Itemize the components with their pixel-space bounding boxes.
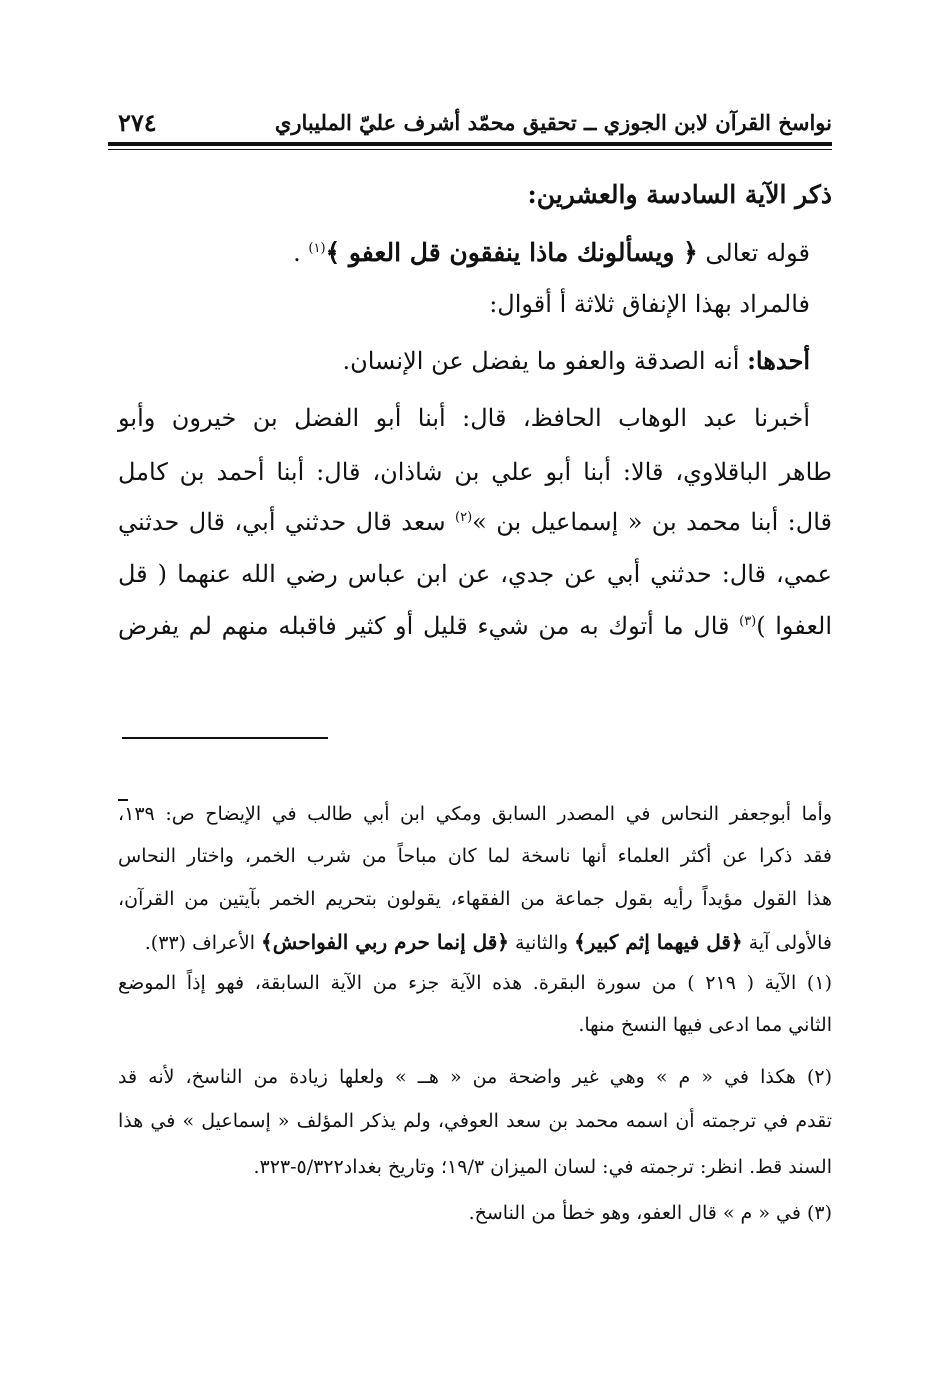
header-title: نواسخ القرآن لابن الجوزي ــ تحقيق محمّد أشرف عليّ المليباري (274, 110, 832, 135)
section-heading: ذكر الآية السادسة والعشرين: (527, 180, 832, 209)
para-line3-a: قال: أبنا محمد بن « إسماعيل بن » (472, 508, 832, 536)
fn-line4-b: والثانية (509, 932, 575, 954)
first-opinion-text: أنه الصدقة والعفو ما يفضل عن الإنسان. (342, 347, 748, 375)
running-header (110, 104, 832, 144)
paragraph-line-4: عمي، قال: حدثني أبي عن جدي، عن ابن عباس رضي الله عنهما ( قل (118, 560, 832, 588)
footnote-2-line-2: تقدم في ترجمته أن اسمه محمد بن سعد العوفي، ولم يذكر المؤلف « إسماعيل » في هذا (118, 1110, 832, 1132)
para-line5-a: العفوا ) (756, 612, 832, 640)
paragraph-line-5 (118, 612, 832, 640)
footnote-ref-3: (٣) (739, 614, 757, 629)
fn-quran-quote-1: ﴿قل فيهما إثم كبير﴾ (574, 930, 743, 954)
footnote-separator (122, 737, 328, 739)
footnote-1-line-1: (١) الآية ( ٢١٩ ) من سورة البقرة. هذه الآية جزء من الآية السابقة، فهو إذاً الموضع (118, 972, 832, 994)
footnote-cont-line-3: هذا القول مؤيداً رأيه بقول جماعة من الفقهاء، يقولون بتحريم الخمر بآيتين من القرآن، (118, 888, 832, 910)
verse-line (293, 238, 810, 267)
footnote-2-line-1: (٢) هكذا في « م » وهي غير واضحة من « هــ » ولعلها زيادة من الناسخ، لأنه قد (118, 1066, 832, 1088)
footnote-1-line-2: الثاني مما ادعى فيها النسخ منها. (578, 1014, 832, 1036)
paragraph-line-1: أخبرنا عبد الوهاب الحافظ، قال: أبنا أبو الفضل بن خيرون وأبو (118, 404, 810, 432)
fn-line4-c: الأعراف (٣٣). (144, 932, 262, 954)
paragraph-line-3 (118, 508, 832, 536)
footnote-cont-line-1: وأما أبوجعفر النحاس في المصدر السابق ومكي ابن أبي طالب في الإيضاح ص: ١٣٩، (118, 803, 832, 825)
para-line3-b: سعد قال حدثني أبي، قال حدثني (118, 508, 455, 536)
footnote-3-line-1: (٣) في « م » قال العفو، وهو خطأ من الناسخ. (468, 1202, 832, 1224)
verse-intro: قوله تعالى (705, 239, 810, 267)
first-opinion-label: أحدها: (747, 346, 810, 375)
header-rule-thick (108, 142, 832, 146)
footnote-cont-line-4 (145, 930, 832, 954)
footnote-cont-line-2: فقد ذكرا عن أكثر العلماء أنها ناسخة لما كان مباحاً من شرب الخمر، واختار النحاس (118, 845, 832, 867)
header-rule-thin (108, 149, 832, 150)
footnote-continuation-mark (118, 799, 128, 801)
footnote-ref-1: (١) (308, 241, 326, 256)
fn-quran-quote-2: ﴿قل إنما حرم ربي الفواحش﴾ (261, 930, 510, 954)
paragraph-line-2: طاهر الباقلاوي، قالا: أبنا أبو علي بن شاذان، قال: أبنا أحمد بن كامل (118, 458, 832, 486)
first-opinion-line (342, 346, 810, 375)
verse-end: . (293, 239, 309, 267)
intro-line: فالمراد بهذا الإنفاق ثلاثة أ أقوال: (489, 290, 810, 318)
footnote-ref-2: (٢) (455, 510, 473, 525)
fn-line4-a: فالأولى آية (742, 932, 832, 954)
quran-verse: ﴿ ويسألونك ماذا ينفقون قل العفو ﴾ (325, 238, 698, 267)
page-number: ٢٧٤ (118, 108, 157, 137)
para-line5-b: قال ما أتوك به من شيء قليل أو كثير فاقبله منهم لم يفرض (118, 612, 740, 640)
footnote-2-line-3: السند قط. انظر: ترجمته في: لسان الميزان ١٩/٣؛ وتاريخ بغداد٥/٣٢٢-٣٢٣. (253, 1156, 832, 1178)
